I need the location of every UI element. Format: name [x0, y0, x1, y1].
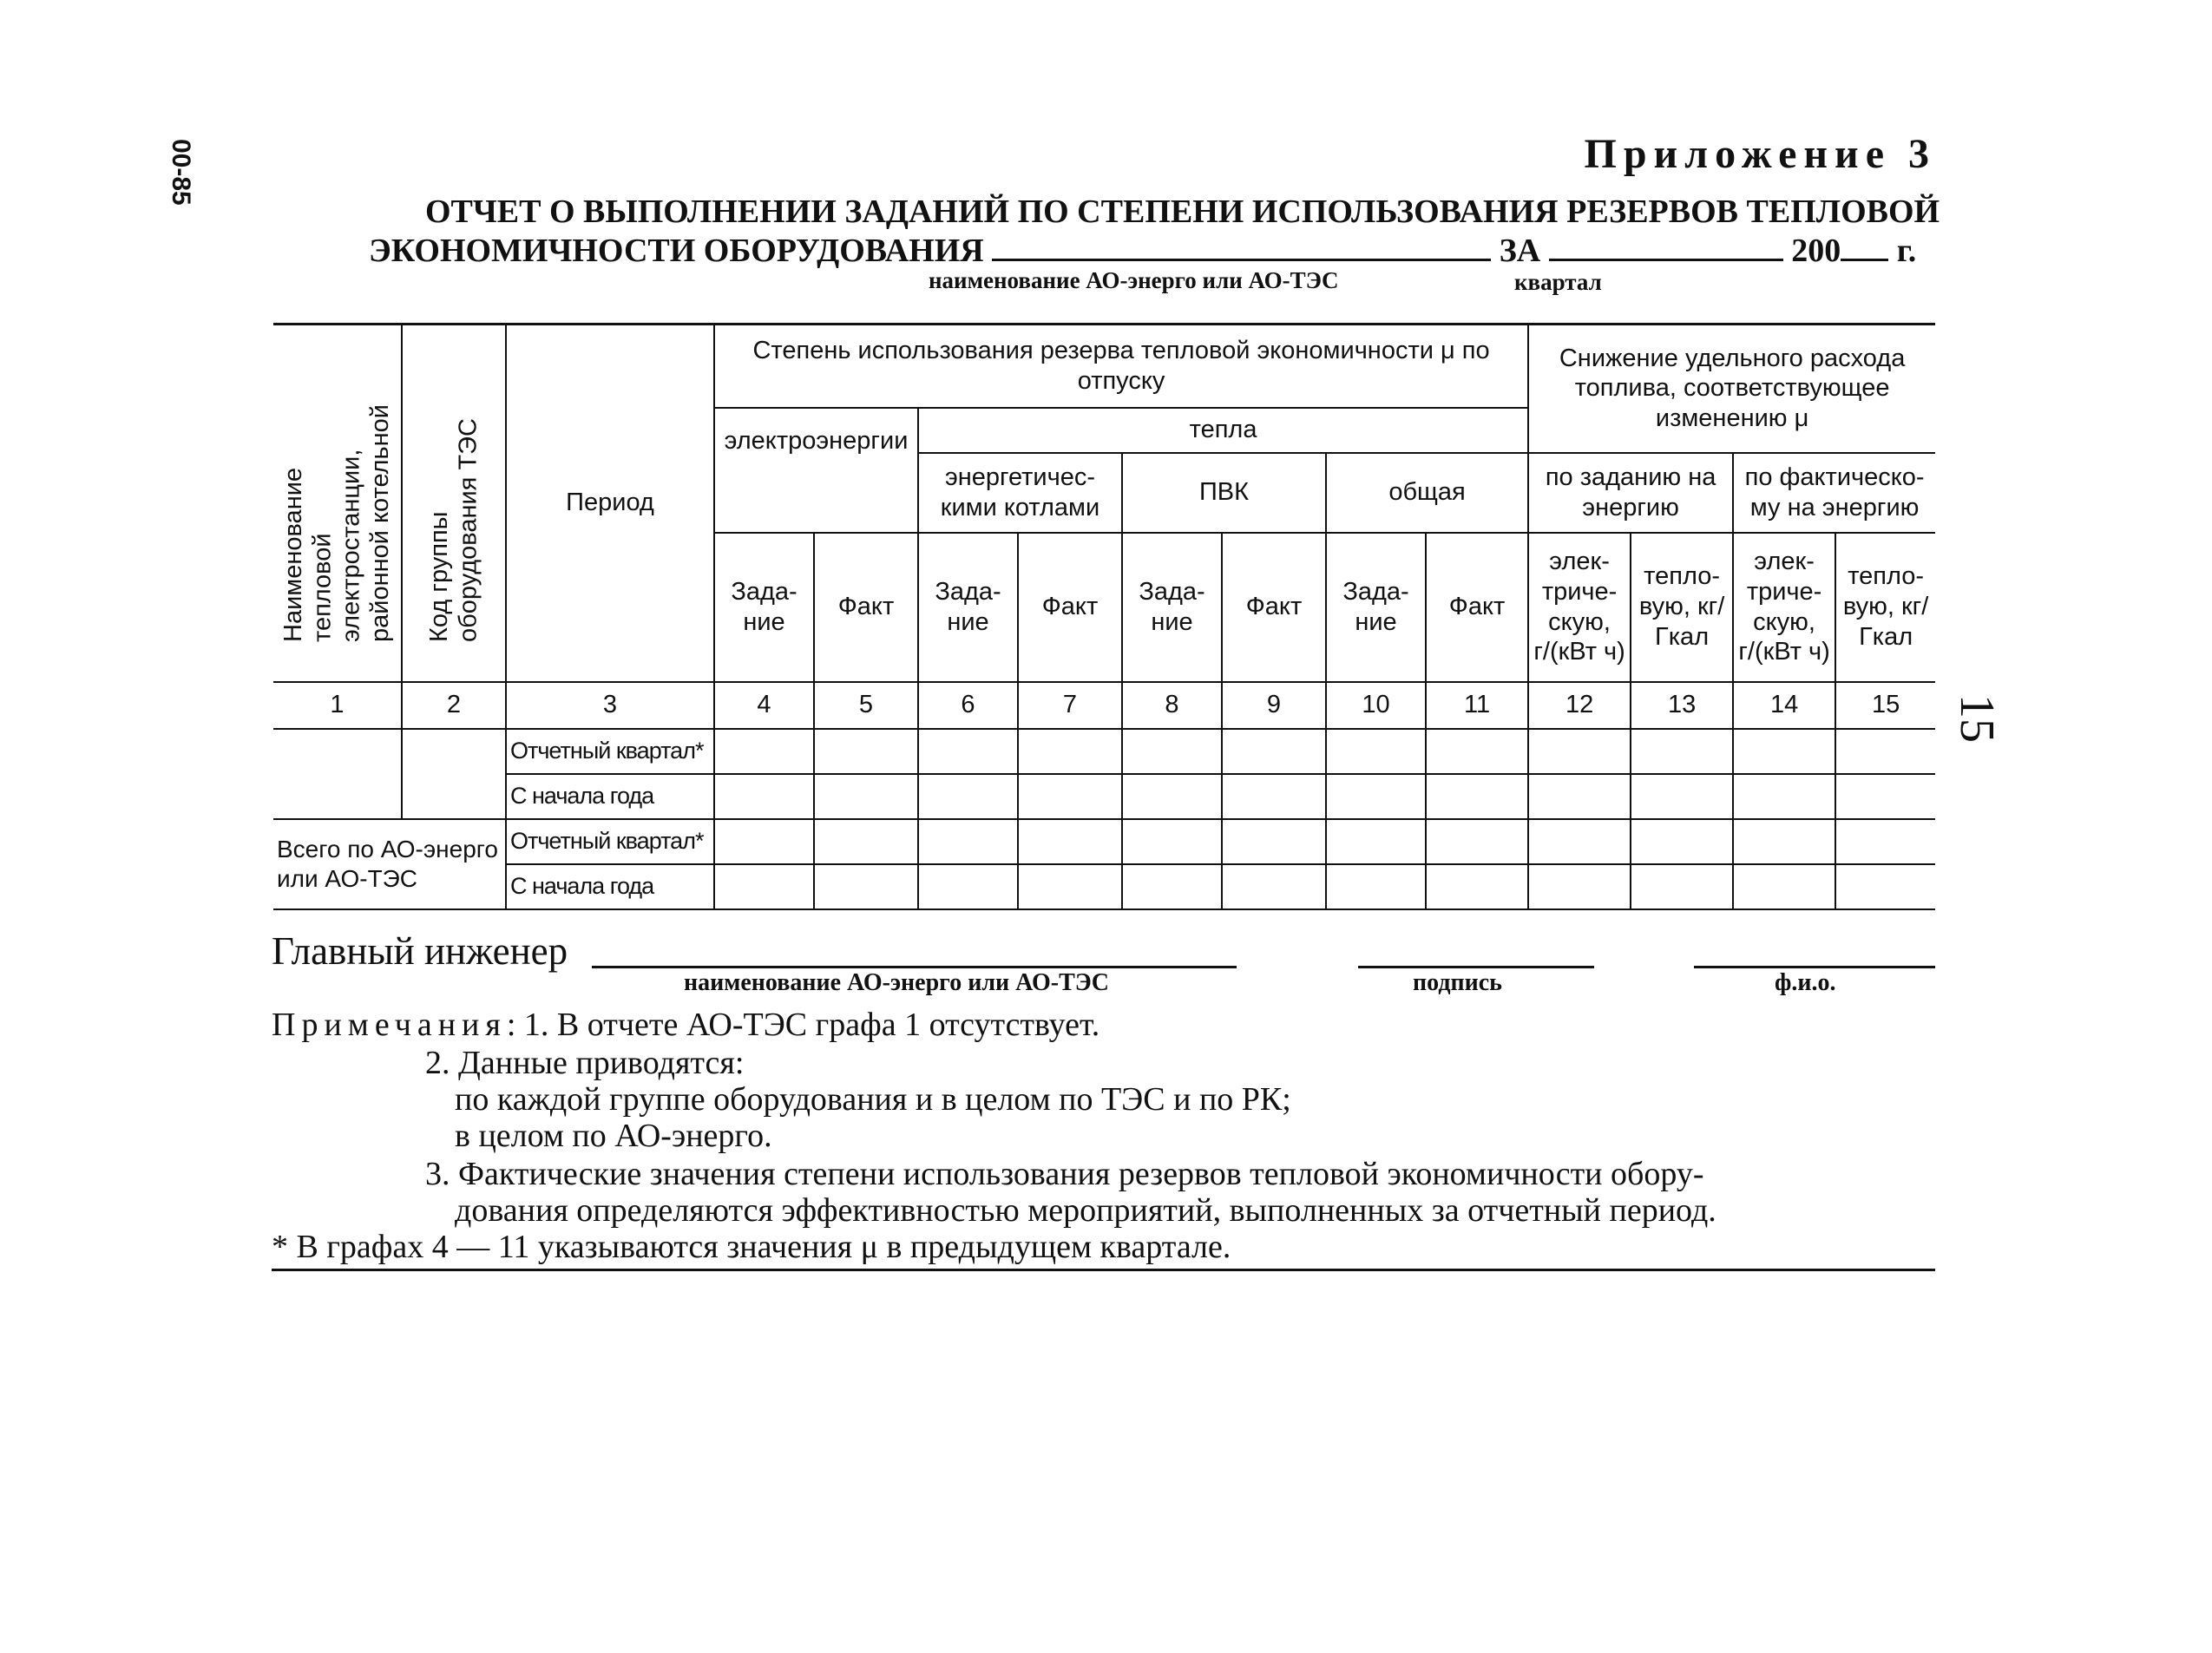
heat-header: тепла [918, 408, 1528, 453]
data-cell [714, 774, 814, 819]
data-cell [714, 864, 814, 909]
column-numbers-row [273, 682, 1935, 729]
org-name-blank [992, 231, 1491, 261]
column-number: 1 [273, 682, 402, 729]
data-cell [1326, 864, 1426, 909]
by-fact-header: по фактическо-му на энергию [1733, 453, 1935, 533]
group-code-cell [402, 729, 506, 819]
period-quarter: Отчетный квартал* [506, 819, 714, 864]
data-cell [1222, 819, 1326, 864]
data-cell [1122, 864, 1222, 909]
data-cell [1631, 819, 1733, 864]
column-number: 8 [1122, 682, 1222, 729]
electric-unit-header: элек-триче-скую, г/(кВт ч) [1733, 533, 1835, 682]
data-cell [1222, 774, 1326, 819]
data-cell [1222, 864, 1326, 909]
data-cell [1835, 864, 1935, 909]
data-cell [1528, 864, 1631, 909]
period-year: С начала года [506, 864, 714, 909]
task-header: Зада-ние [1122, 533, 1222, 682]
data-cell [1733, 729, 1835, 774]
data-cell [1426, 729, 1528, 774]
data-cell [1426, 819, 1528, 864]
task-header: Зада-ние [714, 533, 814, 682]
title-g: г. [1896, 233, 1917, 269]
data-cell [1426, 864, 1528, 909]
task-header: Зада-ние [1326, 533, 1426, 682]
column-number: 14 [1733, 682, 1835, 729]
period-quarter: Отчетный квартал* [506, 729, 714, 774]
data-cell [1018, 864, 1122, 909]
data-cell [1018, 819, 1122, 864]
title-line-2-text: ЭКОНОМИЧНОСТИ ОБОРУДОВАНИЯ [369, 233, 984, 269]
caption-org: наименование АО-энерго или АО-ТЭС [684, 969, 1109, 996]
org-signature-line [592, 966, 1237, 968]
data-cell [918, 729, 1018, 774]
column-number: 7 [1018, 682, 1122, 729]
data-cell [1426, 774, 1528, 819]
task-header: Зада-ние [918, 533, 1018, 682]
data-cell [1122, 729, 1222, 774]
electric-unit-header: элек-триче-скую, г/(кВт ч) [1528, 533, 1631, 682]
table-row [273, 774, 1935, 819]
data-cell [814, 864, 918, 909]
pvk-header: ПВК [1122, 453, 1326, 533]
note-2a: по каждой группе оборудования и в целом по ТЭС и по РК; [455, 1081, 1291, 1118]
table-row [273, 864, 1935, 909]
data-cell [1018, 774, 1122, 819]
note-3a: 3. Фактические значения степени использования резервов тепловой экономичности обору- [425, 1156, 1704, 1192]
column-number: 2 [402, 682, 506, 729]
table-row [273, 729, 1935, 774]
data-cell [1733, 864, 1835, 909]
data-cell [1631, 774, 1733, 819]
bottom-rule [272, 1269, 1935, 1271]
data-cell [814, 729, 918, 774]
column-number: 9 [1222, 682, 1326, 729]
fact-header: Факт [1222, 533, 1326, 682]
group-reduction-header: Снижение удельного расхода топлива, соответствующее изменению μ [1528, 325, 1935, 453]
column-number: 12 [1528, 682, 1631, 729]
data-cell [918, 819, 1018, 864]
data-cell [1631, 729, 1733, 774]
data-cell [814, 819, 918, 864]
title-year: 200 [1791, 233, 1841, 269]
data-cell [1326, 774, 1426, 819]
heat-unit-header: тепло-вую, кг/Гкал [1835, 533, 1935, 682]
period-year: С начала года [506, 774, 714, 819]
total-header: общая [1326, 453, 1528, 533]
data-cell [1326, 729, 1426, 774]
heat-unit-header: тепло-вую, кг/Гкал [1631, 533, 1733, 682]
data-cell [1835, 774, 1935, 819]
group-mu-header: Степень использования резерва тепловой экономичности μ по отпуску [714, 325, 1528, 408]
data-cell [714, 729, 814, 774]
data-cell [1122, 774, 1222, 819]
caption-name: ф.и.о. [1775, 969, 1836, 996]
data-cell [918, 774, 1018, 819]
name-line [1694, 966, 1935, 968]
data-cell [1733, 774, 1835, 819]
data-cell [1528, 819, 1631, 864]
document-code: 00-85 [167, 139, 195, 206]
col2-header: Код группы оборудования ТЭС [402, 325, 506, 682]
note-1 [272, 1008, 1099, 1041]
data-cell [814, 774, 918, 819]
appendix-label: Приложение 3 [1584, 131, 1936, 177]
data-cell [1018, 729, 1122, 774]
note-2: 2. Данные приводятся: [425, 1045, 745, 1081]
data-cell [918, 864, 1018, 909]
data-cell [714, 819, 814, 864]
column-number: 5 [814, 682, 918, 729]
data-cell [1733, 819, 1835, 864]
data-cell [1326, 819, 1426, 864]
column-number: 3 [506, 682, 714, 729]
column-number: 11 [1426, 682, 1528, 729]
chief-engineer-label: Главный инженер [272, 929, 568, 973]
data-cell [1222, 729, 1326, 774]
year-blank [1841, 231, 1888, 261]
data-cell [1528, 729, 1631, 774]
column-number: 4 [714, 682, 814, 729]
note-1-text: : 1. В отчете АО-ТЭС графа 1 отсутствует. [506, 1007, 1100, 1043]
column-number: 13 [1631, 682, 1733, 729]
data-cell [1528, 774, 1631, 819]
data-cell [1835, 729, 1935, 774]
data-cell [1835, 819, 1935, 864]
column-number: 6 [918, 682, 1018, 729]
col1-header: Наименование тепловой электростанции, районной котельной [273, 325, 402, 682]
caption-org-name: наименование АО-энерго или АО-ТЭС [929, 267, 1339, 293]
title-za: ЗА [1499, 233, 1541, 269]
signature-line [1358, 966, 1594, 968]
footnote: * В графах 4 — 11 указываются значения μ в предыдущем квартале. [272, 1229, 1231, 1265]
data-cell [1631, 864, 1733, 909]
caption-sign: подпись [1413, 969, 1502, 996]
electro-header: электроэнергии [714, 408, 918, 533]
column-number: 10 [1326, 682, 1426, 729]
station-name-cell [273, 729, 402, 819]
quarter-blank [1549, 231, 1783, 261]
notes-heading: Примечания [272, 1007, 507, 1043]
col3-header: Период [506, 325, 714, 682]
page-number: 15 [1950, 694, 2004, 743]
note-2b: в целом по АО-энерго. [455, 1118, 772, 1154]
column-number: 15 [1835, 682, 1935, 729]
report-table [273, 323, 1935, 910]
fact-header: Факт [814, 533, 918, 682]
table-row [273, 819, 1935, 864]
title-line-2 [369, 231, 1916, 270]
note-3b: дования определяются эффективностью мероприятий, выполненных за отчетный период. [455, 1192, 1716, 1229]
caption-quarter: квартал [1514, 269, 1602, 295]
boilers-header: энергетичес-кими котлами [918, 453, 1122, 533]
total-label: Всего по АО-энерго или АО-ТЭС [273, 819, 506, 909]
title-line-1: ОТЧЕТ О ВЫПОЛНЕНИИ ЗАДАНИЙ ПО СТЕПЕНИ ИСПОЛЬЗОВАНИЯ РЕЗЕРВОВ ТЕПЛОВОЙ [425, 194, 1940, 230]
fact-header: Факт [1426, 533, 1528, 682]
data-cell [1122, 819, 1222, 864]
fact-header: Факт [1018, 533, 1122, 682]
by-task-header: по заданию на энергию [1528, 453, 1733, 533]
